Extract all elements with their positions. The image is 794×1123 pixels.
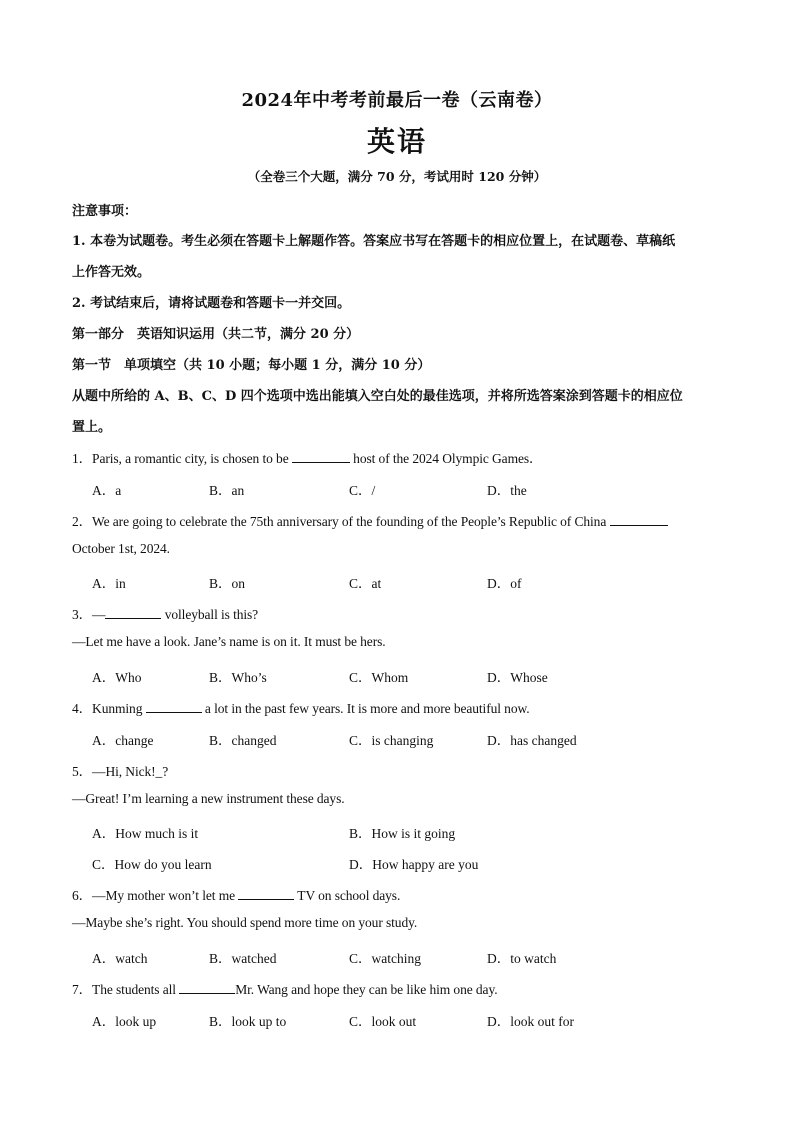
question-3-reply: —Let me have a look. Jane’s name is on it. It must be hers.: [72, 634, 386, 649]
question-7-stem-end: Mr. Wang and hope they can be like him one day.: [235, 982, 498, 997]
note-item-2: 2. 考试结束后，请将试题卷和答题卡一并交回。: [72, 296, 351, 311]
q7-option-b: B．look up to: [209, 1014, 287, 1029]
question-2-stem: 2．We are going to celebrate the 75th anniversary of the founding of the People’s Republic of China: [72, 514, 607, 529]
question-4-stem: 4．Kunming: [72, 701, 143, 716]
q2-option-c: C．at: [349, 576, 382, 591]
instruction-text: 从题中所给的 A、B、C、D 四个选项中选出能填入空白处的最佳选项，并将所选答案涂到答题卡的相应位: [72, 389, 683, 404]
question-6-stem-end: TV on school days.: [297, 888, 401, 903]
q2-option-a: A．in: [92, 576, 126, 591]
q1-option-b: B．an: [209, 483, 245, 498]
answer-blank: [610, 513, 668, 526]
question-2: [72, 510, 668, 530]
q5-option-c: C．How do you learn: [92, 857, 212, 872]
question-6-stem: 6．—My mother won’t let me: [72, 888, 235, 903]
q4-option-d: D．has changed: [487, 733, 577, 748]
q6-option-d: D．to watch: [487, 951, 557, 966]
question-1-stem: 1．Paris, a romantic city, is chosen to be: [72, 451, 289, 466]
section1-heading: 第一节 单项填空（共 10 小题；每小题 1 分，满分 10 分）: [72, 358, 431, 373]
note-item-1: 1. 本卷为试题卷。考生必须在答题卡上解题作答。答案应书写在答题卡的相应位置上，在试题卷、草稿纸: [72, 234, 676, 249]
subject-title: 英语: [366, 125, 427, 158]
question-3: [72, 603, 258, 623]
answer-blank: [238, 887, 294, 900]
answer-blank: [105, 606, 161, 619]
q6-option-a: A．watch: [92, 951, 148, 966]
q7-option-a: A．look up: [92, 1014, 157, 1029]
question-3-stem-end: volleyball is this?: [164, 607, 259, 622]
q4-option-a: A．change: [92, 733, 154, 748]
q6-option-b: B．watched: [209, 951, 277, 966]
q5-option-a: A．How much is it: [92, 826, 199, 841]
q4-option-c: C．is changing: [349, 733, 434, 748]
q1-option-a: A．a: [92, 483, 122, 498]
question-4: [72, 697, 530, 717]
question-6-reply: —Maybe she’s right. You should spend more time on your study.: [72, 915, 418, 930]
question-7: [72, 978, 498, 998]
q4-option-b: B．changed: [209, 733, 277, 748]
score-info: （全卷三个大题，满分 70 分，考试用时 120 分钟）: [247, 169, 547, 184]
question-4-stem-end: a lot in the past few years. It is more and more beautiful now.: [204, 701, 530, 716]
question-6: [72, 884, 400, 904]
answer-blank: [179, 981, 235, 994]
answer-blank: [146, 700, 202, 713]
question-1-stem-end: host of the 2024 Olympic Games．: [353, 451, 543, 466]
q3-option-a: A．Who: [92, 670, 142, 685]
question-5: 5．—Hi, Nick!_?: [72, 764, 169, 779]
q5-option-d: D．How happy are you: [349, 857, 479, 872]
q1-option-c: C．/: [349, 483, 376, 498]
part1-heading: 第一部分 英语知识运用（共二节，满分 20 分）: [72, 327, 360, 342]
q7-option-c: C．look out: [349, 1014, 417, 1029]
q2-option-d: D．of: [487, 576, 522, 591]
q7-option-d: D．look out for: [487, 1014, 574, 1029]
question-7-stem: 7．The students all: [72, 982, 176, 997]
exam-title: 2024年中考考前最后一卷（云南卷）: [241, 90, 553, 111]
question-1: [72, 447, 542, 467]
q3-option-d: D．Whose: [487, 670, 548, 685]
q3-option-b: B．Who’s: [209, 670, 267, 685]
question-2-cont: October 1st, 2024.: [72, 541, 170, 556]
question-3-stem: 3．—: [72, 607, 106, 622]
note-item-1-cont: 上作答无效。: [72, 265, 151, 280]
q6-option-c: C．watching: [349, 951, 421, 966]
q1-option-d: D．the: [487, 483, 527, 498]
q3-option-c: C．Whom: [349, 670, 409, 685]
q5-option-b: B．How is it going: [349, 826, 456, 841]
instruction-text-cont: 置上。: [72, 420, 112, 435]
notes-heading: 注意事项：: [72, 204, 138, 219]
answer-blank: [292, 450, 350, 463]
q2-option-b: B．on: [209, 576, 246, 591]
question-5-reply: —Great! I’m learning a new instrument these days.: [72, 791, 345, 806]
